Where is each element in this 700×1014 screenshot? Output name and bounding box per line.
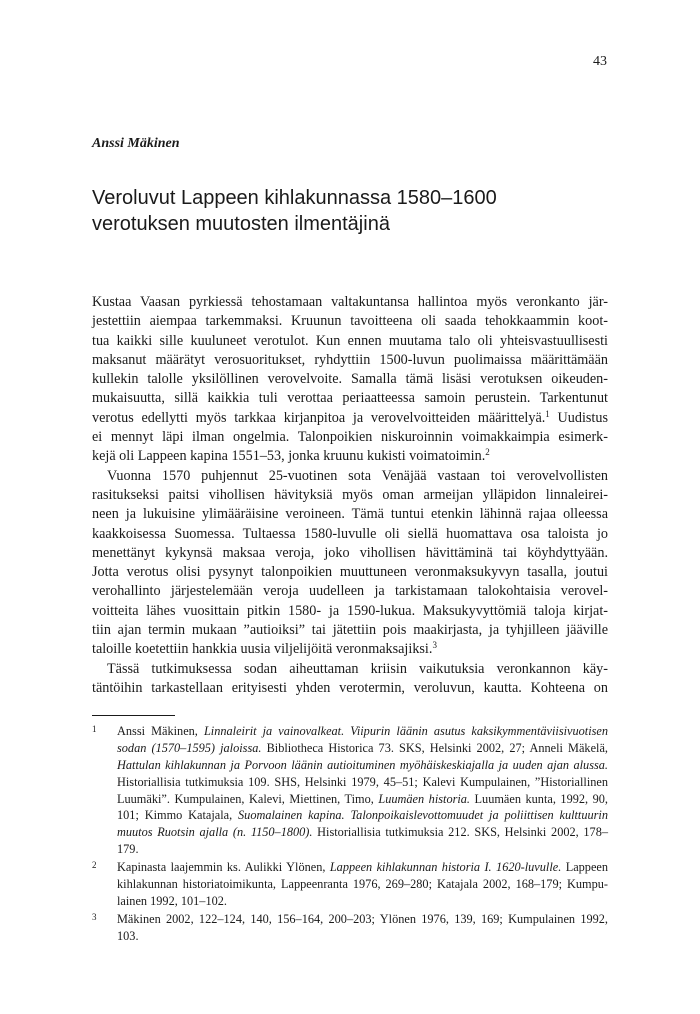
- footnote-line: [117, 824, 608, 841]
- body-line: tua kaikki sille kuuluneet verotulot. Kun ennen muutama talo oli yhteisvastuullisesti: [92, 332, 608, 349]
- body-line: Kustaa Vaasan pyrkiessä tehostamaan valtakuntansa hallintoa myös veronkanto jär-: [92, 294, 608, 310]
- footnote-line: lainen 1992, 101–102.: [117, 893, 227, 908]
- footnote-italic: sodan (1570–1595) jaloissa.: [117, 740, 262, 755]
- body-line: verohallinto järjestelemään veroja uudelleen ja tarkistamaan talokohtaisia verovel-: [92, 583, 608, 600]
- footnote-italic: Suomalainen kapina. Talonpoikaislevottomuudet ja poliittisen kulttuurin: [238, 808, 608, 823]
- body-text-run: kejä oli Lappeen kapina 1551–53, jonka kruunu kukisti voimatoimin.: [92, 448, 486, 465]
- footnote-italic: Luumäen historia.: [378, 791, 471, 806]
- footnote-number: 3: [92, 911, 97, 922]
- body-line: neen ja lukuisine ylimääräisine veroineen. Tämä tuntui etenkin lähinnä rajaa olleessa: [92, 506, 608, 523]
- body-line: kullekin talolle yksilöllinen verovelvoite. Samalla tämä lisäsi verotuksen oikeuden-: [92, 371, 608, 388]
- body-line: maksanut määrätyt verosuoritukset, ryhdyttiin 1500-luvun puolimaissa määrittämään: [92, 351, 608, 368]
- footnote-line: [117, 859, 608, 876]
- footnote-line: 179.: [117, 842, 139, 857]
- footnote-line: [117, 807, 608, 824]
- body-text: [92, 293, 608, 698]
- footnote-text: Historiallisia tutkimuksia 212. SKS, Helsinki 2002, 178–: [312, 825, 608, 840]
- article-title: [92, 185, 612, 237]
- body-line: mukaisuutta, sillä kaikkia tuli verottaa periaatteessa samoin perustein. Tarkentunut: [92, 390, 608, 407]
- footnote-text: Lappeen: [561, 860, 609, 875]
- body-line: Vuonna 1570 puhjennut 25-vuotinen sota Venäjää vastaan toi verovelvollisten: [107, 467, 608, 484]
- body-line: voitteita lähes vuosittain pitkin 1580- ja 1590-lukua. Maksukyvyttömiä taloja kirjat-: [92, 602, 608, 619]
- footnote-3: [92, 911, 608, 945]
- footnote-line: kihlakunnan historiatoimikunta, Lappeenranta 1976, 269–280; Katajala 2002, 168–179; Kumpu-: [117, 877, 608, 892]
- body-text-run: verotus edellytti myös tarkkaa kirjanpitoa ja verovelvoitteiden määrittelyä.: [92, 409, 546, 426]
- footnote-ref: 2: [485, 447, 490, 458]
- footnote-2: [92, 859, 608, 910]
- footnote-ref: 3: [432, 640, 437, 651]
- footnote-line: 103.: [117, 928, 139, 943]
- body-line: täntöihin tarkastellaan erityisesti yhden verotermin, veroluvun, kautta. Kohteena on: [92, 679, 608, 696]
- footnote-line: Mäkinen 2002, 122–124, 140, 156–164, 200–203; Ylönen 1976, 139, 169; Kumpulainen 1992,: [117, 911, 608, 926]
- body-line: [92, 640, 608, 659]
- footnote-italic: Hattulan kihlakunnan ja Porvoon läänin autioituminen myöhäiskeskiajalla ja uuden ajan alussa.: [117, 757, 608, 772]
- footnote-line: [117, 723, 608, 740]
- footnote-text: Kapinasta laajemmin ks. Aulikki Ylönen,: [117, 860, 330, 875]
- body-line: tiin ajan termin mukaan ”autioiksi” tai jätettiin pois maakirjasta, ja tyhjilleen jääville: [92, 622, 608, 639]
- footnote-text: Luumäki”. Kumpulainen, Kalevi, Miettinen, Timo,: [117, 791, 379, 806]
- title-line: Veroluvut Lappeen kihlakunnassa 1580–1600: [92, 187, 497, 209]
- footnote-ref: 1: [545, 408, 550, 419]
- body-line: [92, 409, 608, 428]
- footnote-line: [117, 791, 608, 808]
- footnote-text: Bibliotheca Historica 73. SKS, Helsinki 2002, 27; Anneli Mäkelä,: [261, 740, 608, 755]
- body-line: Tässä tutkimuksessa sodan aiheuttaman kriisin vaikutuksia veronkannon käy-: [107, 660, 608, 677]
- footnote-number: 2: [92, 860, 97, 871]
- footnote-italic: muutos Ruotsin ajalla (n. 1150–1800).: [117, 825, 313, 840]
- body-line: Jotta verotus olisi pysynyt talonpoikien muuttuneen veronmaksukyvyn tasalla, joutui: [92, 564, 608, 581]
- footnote-divider: [92, 715, 175, 716]
- footnote-1: [92, 723, 608, 858]
- footnote-italic: Linnaleirit ja vainovalkeat. Viipurin läänin asutus kaksikymmentäviisivuotisen: [203, 724, 608, 738]
- footnote-line: [117, 740, 608, 757]
- footnote-text: 101; Kimmo Katajala,: [117, 808, 239, 823]
- body-text-run: taloille koetettiin hankkia uusia viljelijöitä veronmaksajiksi.: [92, 641, 433, 658]
- body-text-run: Uudistus: [549, 409, 608, 426]
- body-line: ei mennyt läpi ilman ongelmia. Talonpoikien niskuroinnin voimakkaimpia esimerk-: [92, 429, 608, 446]
- footnote-text: Anssi Mäkinen,: [117, 724, 204, 738]
- author-name: Anssi Mäkinen: [92, 136, 180, 151]
- footnote-number: 1: [92, 724, 97, 734]
- footnote-italic: Lappeen kihlakunnan historia I. 1620-luvulle.: [329, 860, 562, 875]
- body-line: [92, 447, 608, 466]
- footnote-text: Luumäen kunta, 1992, 90,: [470, 791, 608, 806]
- body-line: jestettiin aiempaa tarkemmaksi. Kruunun tavoitteena oli saada tehokkaammin koot-: [92, 313, 608, 330]
- page-number: 43: [593, 54, 607, 69]
- footnotes: [92, 723, 608, 946]
- body-line: kaakkoisessa Suomessa. Tultaessa 1580-luvulle oli siellä huomattava osa taloista jo: [92, 525, 608, 542]
- body-line: rasitukseksi paitsi vihollisen hävityksiä myös oman armeijan ylläpidon linnaleirei-: [92, 486, 608, 503]
- footnote-line: [117, 757, 608, 774]
- title-line: verotuksen muutosten ilmentäjinä: [92, 213, 390, 235]
- body-line: menettänyt kykynsä maksaa veroja, joko vihollisen hävittäminä tai köyhdyttyään.: [92, 544, 608, 561]
- footnote-line: Historiallisia tutkimuksia 109. SHS, Helsinki 1979, 45–51; Kalevi Kumpulainen, ”Historiallinen: [117, 774, 608, 789]
